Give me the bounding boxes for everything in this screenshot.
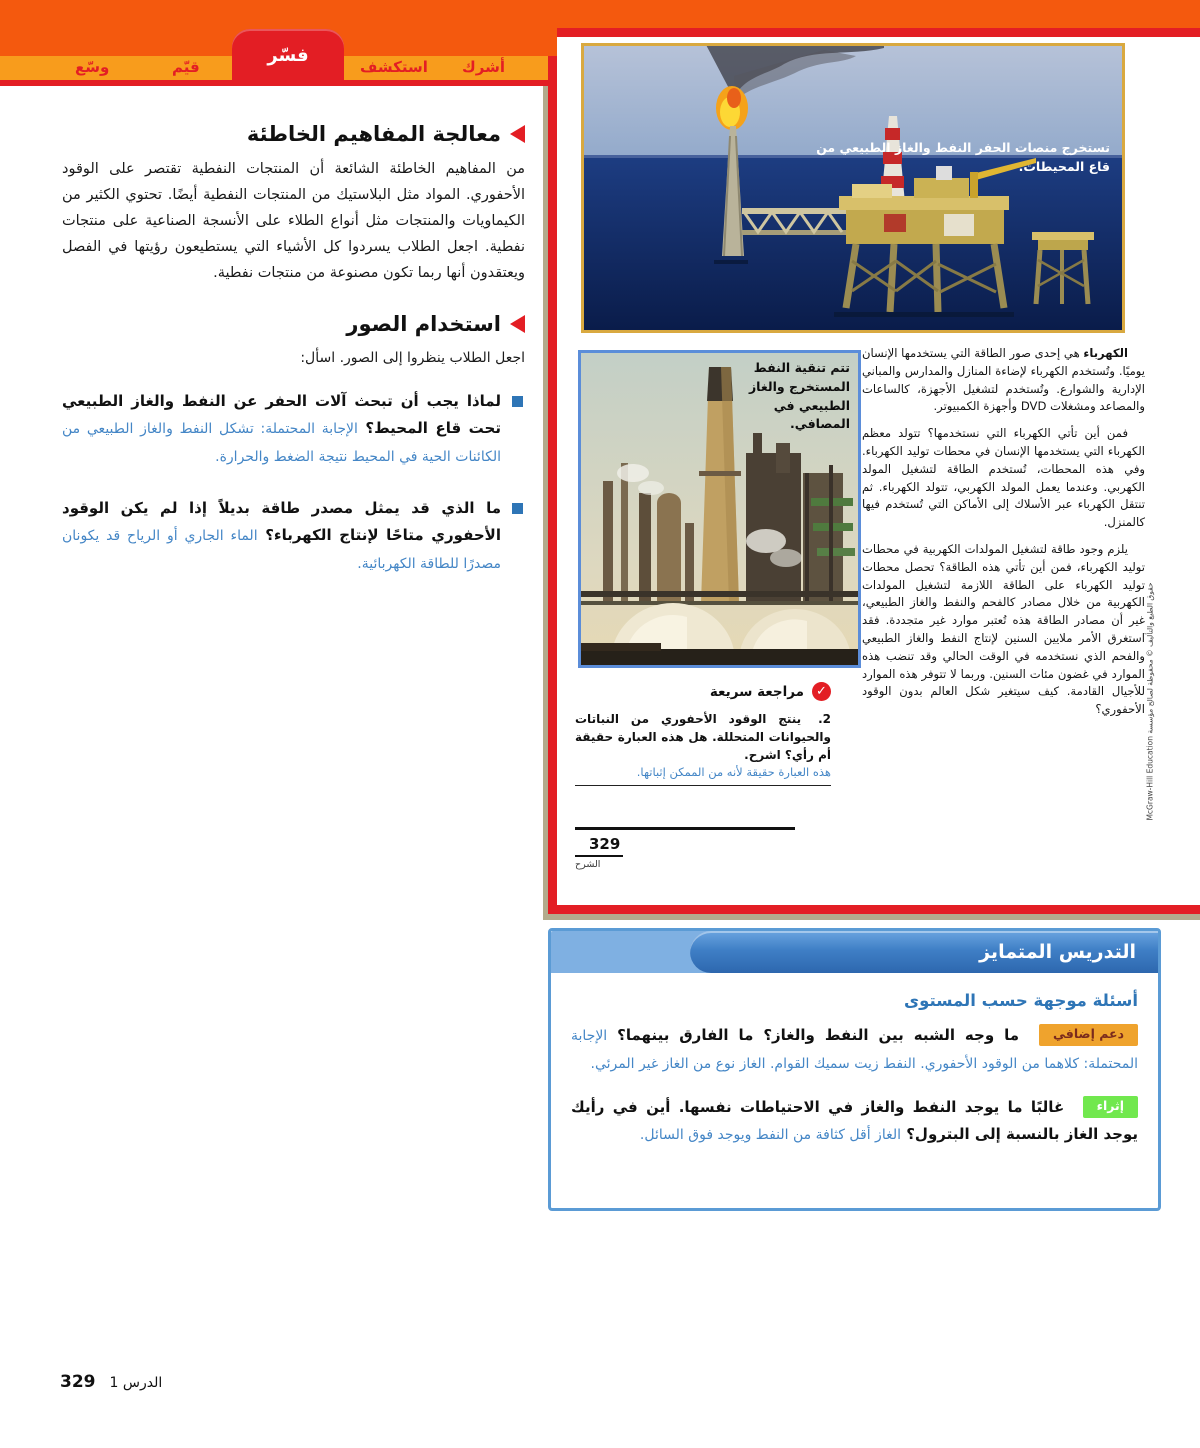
item-number: 2. xyxy=(818,712,831,726)
panel-banner xyxy=(551,931,1158,973)
tab-explain-active: فسّر xyxy=(232,29,344,86)
student-paragraph xyxy=(862,345,1145,416)
footer-lesson-label: الدرس 1 xyxy=(109,1375,163,1391)
tab-expand: وسّع xyxy=(75,58,110,76)
panel-content xyxy=(551,973,1158,1149)
page-bottom-rule xyxy=(575,827,795,830)
triangle-marker-icon xyxy=(510,315,525,333)
answer-text: الماء الجاري أو الرياح قد يكونان مصدرًا للطاقة الكهربائية. xyxy=(62,528,501,572)
refinery-photo xyxy=(578,350,861,668)
item-text: ينتج الوقود الأحفوري من النباتات والحيوانات المتحللة. هل هذه العبارة حقيقة أم رأي؟ اشرح. xyxy=(575,712,831,762)
square-bullet-icon xyxy=(512,396,523,407)
copyright-sidebar: حقوق الطبع والتأليف © محفوظة لصالح مؤسسة McGraw-Hill Education xyxy=(1145,582,1155,821)
section-heading-using-photos xyxy=(62,312,525,336)
misconceptions-body: من المفاهيم الخاطئة الشائعة أن المنتجات النفطية تقتصر على الوقود الأحفوري. المواد مثل البلاستيك من المنتجات النفطية أيضًا. تحتوي الكثير من الكيماويات والمنتجات مثل أنواع الطلاء على الأنسجة الصناعية على منتجات نفطية. اجعل الطلاب يسردوا كل الأشياء التي يستطيعون رؤيتها في الفصل ويعتقدون أنها ربما تكون مصنوعة من منتجات نفطية. xyxy=(62,161,525,281)
written-answer: هذه العبارة حقيقة لأنه من الممكن إثباتها. xyxy=(575,764,831,786)
tab-engage: أشرك xyxy=(462,58,505,76)
panel-subtitle: أسئلة موجهة حسب المستوى xyxy=(904,991,1138,1010)
guide-question-item xyxy=(62,388,525,471)
student-paragraph: يلزم وجود طاقة لتشغيل المولدات الكهربية في محطات توليد الكهرباء، فمن أين تأتي هذه الطاقة؟ تحصل محطات توليد الكهرباء على الطاقة اللازمة لتشغيل المولدات الكهربية من خلال مصادر كالفحم والنفط والغاز الطبيعي، غير أن مصادر الطاقة هذه تُعتبر موارد غير متجددة. فقد استغرق الأمر ملايين السنين لإنتاج النفط والغاز الطبيعي والفحم الذي نستخدمه في الوقت الحالي وقد تنضب هذه الموارد في غضون مئات السنين. وربما لا تتوفر هذه الموارد للأجيال القادمة. كيف سيتغير شكل العالم بدون الوقود الأحفوري؟ xyxy=(862,541,1145,717)
triangle-marker-icon xyxy=(510,125,525,143)
quick-review-heading xyxy=(575,682,831,701)
guide-question-item xyxy=(62,495,525,578)
teacher-notes-column xyxy=(62,122,525,602)
paragraph-lead: الكهرباء xyxy=(1083,346,1128,360)
tab-explore: استكشف xyxy=(360,58,428,76)
section-title: معالجة المفاهيم الخاطئة xyxy=(246,122,501,146)
question-text: ما وجه الشبه بين النفط والغاز؟ ما الفارق بينهما؟ xyxy=(617,1026,1020,1044)
student-paragraph: فمن أين تأتي الكهرباء التي نستخدمها؟ تتولد معظم الكهرباء التي يستخدمها الإنسان في محطات توليد الكهرباء. وفي هذه المحطات، تُستخدم الطاقة لتشغيل المولد الكهربي. وعندما يعمل المولد الكهربي، تتولد الكهرباء. ثم تنتقل الكهرباء عبر الأسلاك إلى الأماكن التي تُستخدم فيها كالمنزل. xyxy=(862,426,1145,530)
oil-platform-photo xyxy=(581,43,1125,333)
quick-review-title: مراجعة سريعة xyxy=(709,683,804,700)
section-title: استخدام الصور xyxy=(346,312,501,336)
section-heading-misconceptions xyxy=(62,122,525,146)
panel-title: التدريس المتمايز xyxy=(690,931,1158,973)
question-text: لماذا يجب أن تبحث آلات الحفر عن النفط والغاز الطبيعي تحت قاع المحيط؟ xyxy=(62,392,501,437)
leveled-question-item xyxy=(571,1094,1138,1149)
student-page-label: الشرح xyxy=(575,859,601,870)
student-text-column xyxy=(862,345,1145,728)
photo-caption: تتم تنقية النفط المستخرج والغاز الطبيعي في المصافي. xyxy=(748,360,850,432)
question-text: غالبًا ما يوجد النفط والغاز في الاحتياطات نفسها. أين في رأيك يوجد الغاز بالنسبة إلى البترول؟ xyxy=(571,1098,1138,1143)
paragraph-text: هي إحدى صور الطاقة التي يستخدمها الإنسان يوميًا. وتُستخدم الكهرباء لإضاءة المنازل والمدارس والمباني الإدارية والشوارع. وتُستخدم لتشغيل الأجهزة، كالساعات والمصاعد ومشغلات DVD وأجهزة الكمبيوتر. xyxy=(862,346,1145,414)
leveled-question-item xyxy=(571,1022,1138,1078)
oil-platform-illustration xyxy=(584,46,1122,330)
student-page-number: 329 xyxy=(575,835,623,857)
answer-text: الإجابة المحتملة: كلاهما من الوقود الأحفوري. النفط زيت سميك القوام. الغاز نوع من الغاز غير المرئي. xyxy=(571,1028,1138,1072)
student-page-panel xyxy=(548,28,1200,914)
page-footer xyxy=(60,1372,162,1392)
enrichment-level-badge: إثراء xyxy=(1083,1096,1138,1118)
question-text: ما الذي قد يمثل مصدر طاقة بديلاً إذا لم يكن الوقود الأحفوري متاحًا لإنتاج الكهرباء؟ xyxy=(62,499,501,544)
quick-review-section xyxy=(575,682,831,800)
check-circle-icon: ✓ xyxy=(812,682,831,701)
using-photos-intro: اجعل الطلاب ينظروا إلى الصور. اسأل: xyxy=(300,350,525,366)
footer-page-number: 329 xyxy=(60,1372,96,1392)
photo-caption: تستخرج منصات الحفر النفط والغاز الطبيعي من قاع المحيطات. xyxy=(816,140,1110,175)
answer-text: الغاز أقل كثافة من النفط ويوجد فوق السائل. xyxy=(639,1127,901,1143)
support-level-badge: دعم إضافي xyxy=(1039,1024,1138,1046)
differentiated-instruction-panel xyxy=(548,928,1161,1211)
square-bullet-icon xyxy=(512,503,523,514)
tab-evaluate: قيّم xyxy=(172,58,200,76)
quick-review-item xyxy=(575,710,831,786)
answer-text: الإجابة المحتملة: تشكل النفط والغاز الطبيعي من الكائنات الحية في المحيط نتيجة الضغط والحرارة. xyxy=(62,421,501,465)
